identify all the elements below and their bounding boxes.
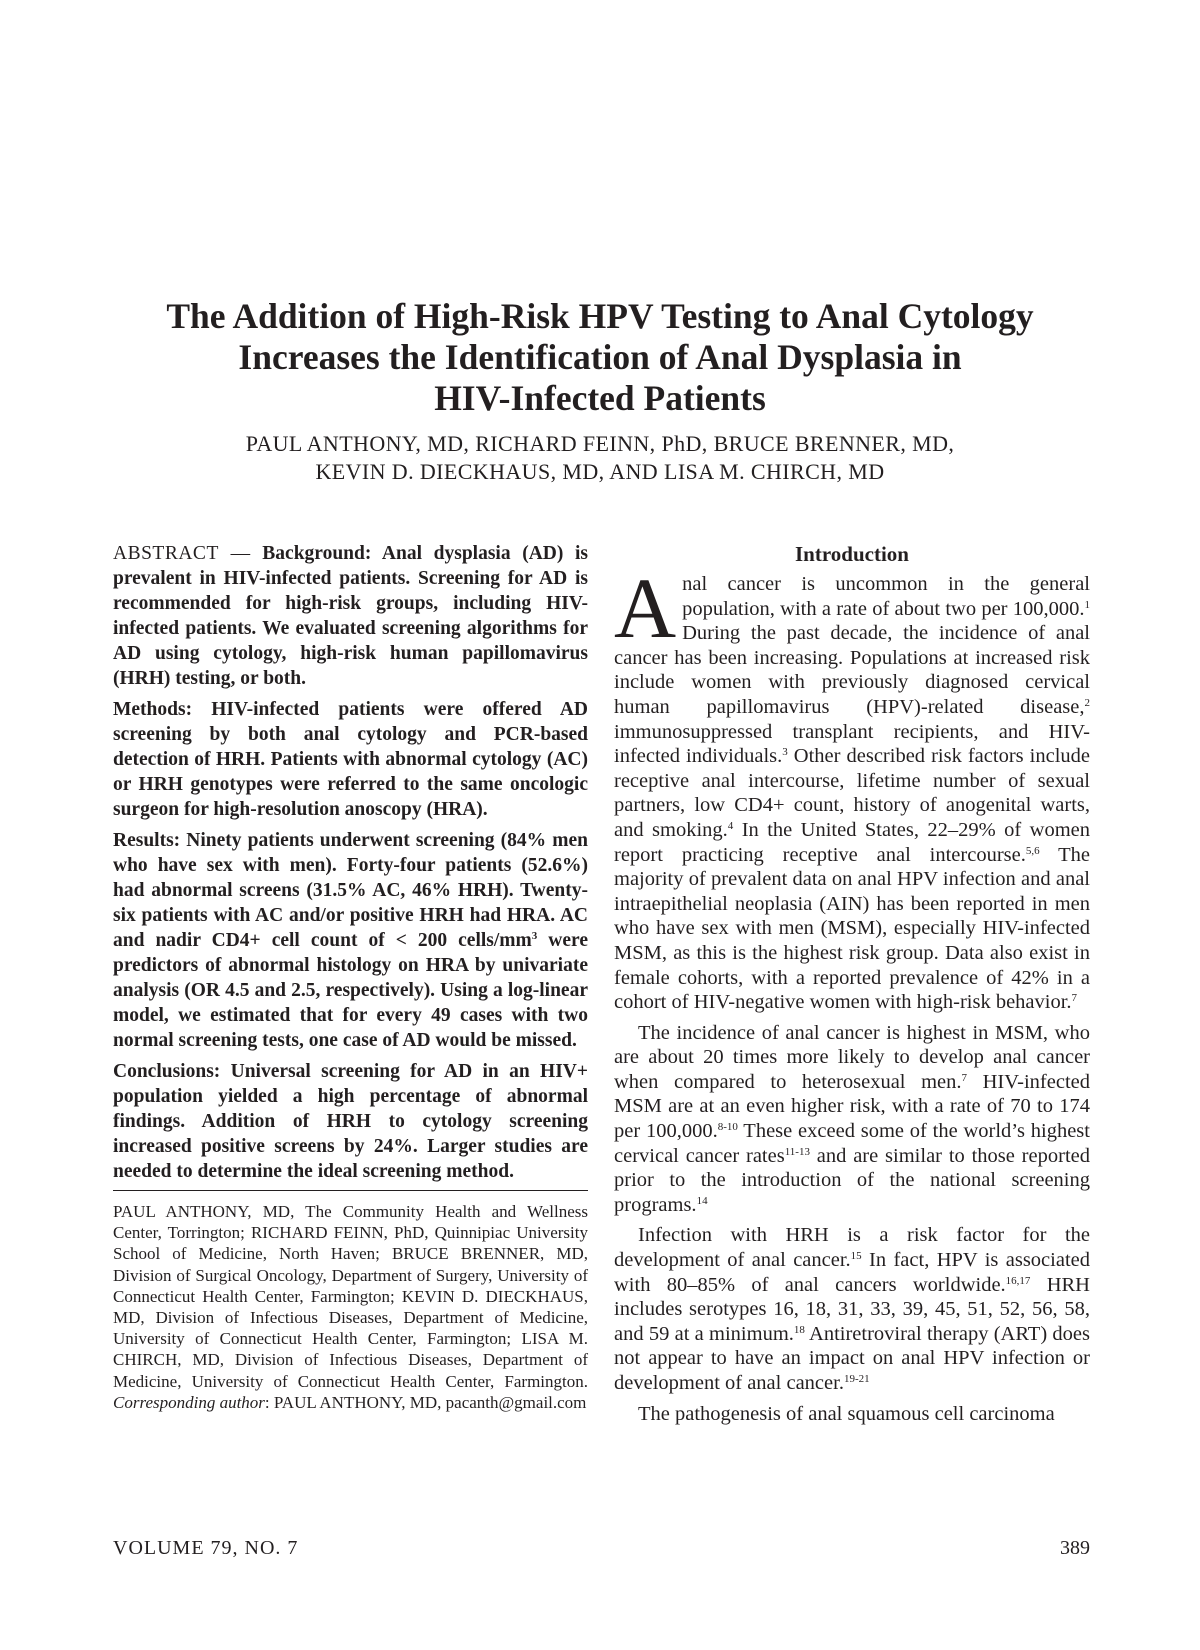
- drop-cap: A: [614, 560, 677, 656]
- author-list: [100, 430, 1100, 486]
- journal-volume: VOLUME 79, NO. 7: [113, 1537, 299, 1559]
- author-line: KEVIN D. DIECKHAUS, MD, AND LISA M. CHIRCH, MD: [315, 459, 885, 484]
- affiliation-divider: [113, 1190, 588, 1191]
- author-line: PAUL ANTHONY, MD, RICHARD FEINN, PhD, BRUCE BRENNER, MD,: [245, 431, 955, 456]
- intro-paragraph: The incidence of anal cancer is highest in MSM, who are about 20 times more likely to develop anal cancer when compared to heterosexual men.$^7$ HIV-infected MSM are at an even higher risk, with a rate of 70 to 174 per 100,000.$^{8-10}$ These exceed some of the world’s highest cervical cancer rates$^{11-13}$ and are similar to those reported prior to the introduction of the national screening programs.$^{14}$: [614, 1021, 1090, 1216]
- abstract: [113, 541, 588, 1184]
- author-affiliations: PAUL ANTHONY, MD, The Community Health and Wellness Center, Torrington; RICHARD FEINN, PhD, Quinnipiac University School of Medicine, North Haven; BRUCE BRENNER, MD, Division of Surgical Oncology, Department of Surgery, University of Connecticut Health Center, Farmington; KEVIN D. DIECKHAUS, MD, Division of Infectious Diseases, Department of Medicine, University of Connecticut Health Center, Farmington; LISA M. CHIRCH, MD, Division of Infectious Diseases, Department of Medicine, University of Connecticut Health Center, Farmington. Corresponding author: PAUL ANTHONY, MD, pacanth@gmail.com: [113, 1202, 588, 1412]
- corresponding-author-label: Corresponding author: [113, 1392, 265, 1412]
- right-column: [614, 541, 1090, 1426]
- abstract-label: ABSTRACT —: [113, 543, 251, 564]
- abstract-results: Results: Ninety patients underwent screening (84% men who have sex with men). Forty-four patients (52.6%) had abnormal screens (31.5% AC, 46% HRH). Twenty-six patients with AC and/or positive HRH had HRA. AC and nadir CD4+ cell count of < 200 cells/$mm^3$ were predictors of abnormal histology on HRA by univariate analysis (OR 4.5 and 2.5, respectively). Using a log-linear model, we estimated that for every 49 cases with two normal screening tests, one case of AD would be missed.: [113, 830, 588, 1051]
- abstract-methods: Methods: HIV-infected patients were offered AD screening by both anal cytology and PCR-based detection of HRH. Patients with abnormal cytology (AC) or HRH genotypes were referred to the same oncologic surgeon for high-resolution anoscopy (HRA).: [113, 699, 588, 820]
- title-line: Increases the Identification of Anal Dysplasia in: [238, 337, 962, 377]
- article-title: [100, 296, 1100, 419]
- abstract-background: ABSTRACT — Background: Anal dysplasia (AD) is prevalent in HIV-infected patients. Screening for AD is recommended for high-risk groups, including HIV-infected patients. We evaluated screening algorithms for AD using cytology, high-risk human papillomavirus (HRH) testing, or both.: [113, 543, 589, 689]
- abstract-conclusions: Conclusions: Universal screening for AD in an HIV+ population yielded a high percentage of abnormal findings. Addition of HRH to cytology screening increased positive screens by 24%. Larger studies are needed to determine the ideal screening method.: [113, 1061, 588, 1182]
- title-line: The Addition of High-Risk HPV Testing to Anal Cytology: [166, 296, 1034, 336]
- intro-paragraph: Infection with HRH is a risk factor for the development of anal cancer.$^{15}$ In fact, HPV is associated with 80–85% of anal cancers worldwide.$^{16,17}$ HRH includes serotypes 16, 18, 31, 33, 39, 45, 51, 52, 56, 58, and 59 at a minimum.$^{18}$ Antiretroviral therapy (ART) does not appear to have an impact on anal HPV infection or development of anal cancer.$^{19-21}$: [614, 1224, 1090, 1394]
- left-column: [113, 541, 588, 1413]
- page-number: 389: [1060, 1537, 1090, 1559]
- intro-paragraph: Anal cancer is uncommon in the general population, with a rate of about two per 100,000.$^1$ During the past decade, the incidence of anal cancer has been increasing. Populations at increased risk include women with previously diagnosed cervical human papillomavirus (HPV)-related disease,$^2$ immunosuppressed transplant recipients, and HIV-infected individuals.$^3$ Other described risk factors include receptive anal intercourse, lifetime number of sexual partners, low CD4+ count, history of anogenital warts, and smoking.$^4$ In the United States, 22–29% of women report practicing receptive anal intercourse.$^{5,6}$ The majority of prevalent data on anal HPV infection and anal intraepithelial neoplasia (AIN) has been reported in men who have sex with men (MSM), especially HIV-infected MSM, as this is the highest risk group. Data also exist in female cohorts, with a reported prevalence of 42% in a cohort of HIV-negative women with high-risk behavior.$^7$: [614, 560, 1091, 1014]
- section-heading-introduction: Introduction: [795, 542, 909, 566]
- title-line: HIV-Infected Patients: [434, 378, 766, 418]
- intro-paragraph: The pathogenesis of anal squamous cell carcinoma: [638, 1402, 1055, 1425]
